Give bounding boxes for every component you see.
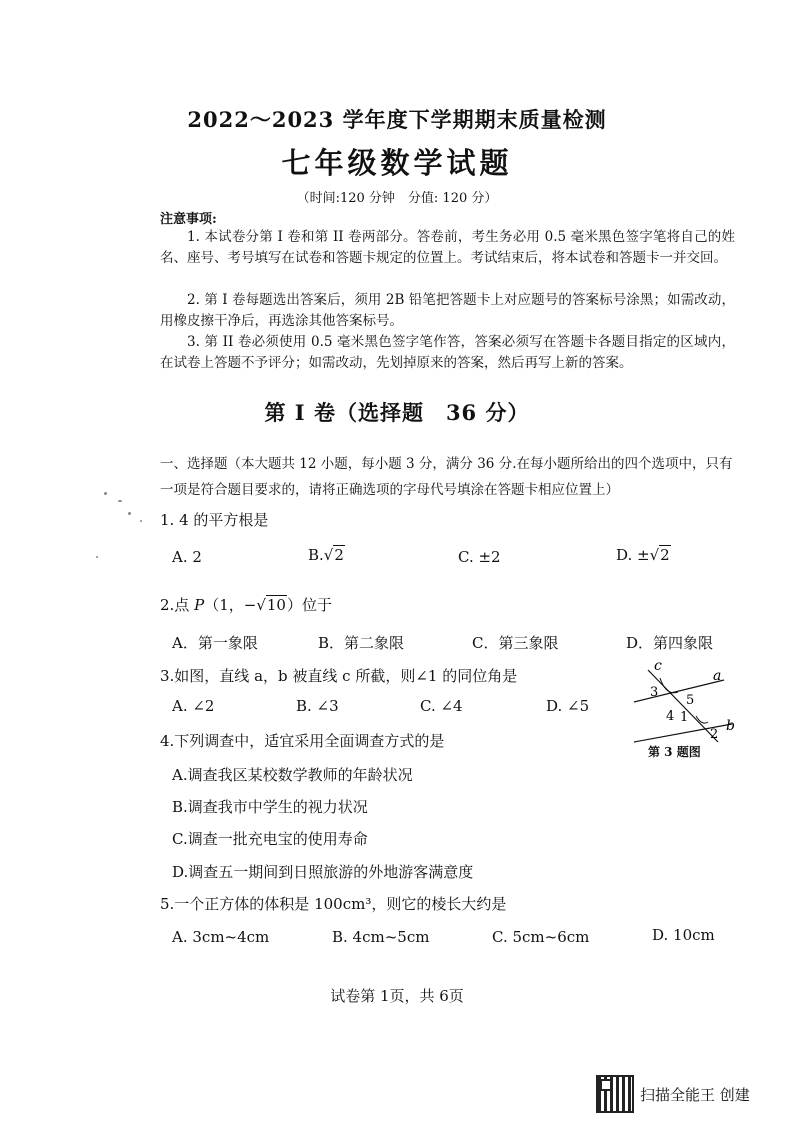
label-a: a: [713, 668, 722, 684]
page-number: 试卷第 1页，共 6页: [330, 987, 464, 1005]
question-1-stem: 1. 4 的平方根是: [160, 511, 269, 529]
q4-option-b: B.调查我市中学生的视力状况: [172, 798, 368, 816]
label-5: 5: [686, 693, 695, 708]
label-c: c: [654, 658, 662, 674]
section-intro: 一、选择题（本大题共 12 小题，每小题 3 分，满分 36 分.在每小题所给出的四个选项中，只有一项是符合题目要求的，请将正确选项的字母代号填涂在答题卡相应位置上）: [160, 456, 733, 498]
qr-code-icon: [596, 1075, 634, 1113]
q5-option-b: B. 4cm~5cm: [332, 928, 430, 946]
q4-option-c: C.调查一批充电宝的使用寿命: [172, 830, 368, 848]
q1-option-a: A. 2: [172, 548, 202, 566]
subject-title: 七年级数学试题: [281, 146, 513, 180]
scan-speck: [104, 492, 107, 495]
question-2-stem: [160, 594, 332, 615]
q2-point-name: P: [194, 596, 205, 614]
section-title: 第 I 卷（选择题 36 分）: [264, 400, 530, 425]
question-3-stem: 3.如图，直线 a，b 被直线 c 所截，则∠1 的同位角是: [160, 667, 518, 685]
sqrt-sign-icon: √: [256, 596, 266, 614]
scanner-watermark: 扫描全能王 创建: [640, 1086, 750, 1104]
notice-item-2: 2. 第 I 卷每题选出答案后，须用 2B 铅笔把答题卡上对应题号的答案标号涂黑；如需改动，用橡皮擦干净后，再选涂其他答案标号。: [160, 292, 735, 329]
label-4: 4: [666, 709, 675, 724]
q1-option-d-label: D. ±: [616, 546, 650, 564]
label-1: 1: [680, 710, 689, 725]
q1-option-d: [616, 546, 671, 564]
line-a: [634, 680, 724, 702]
angle-arc-3: [660, 678, 678, 693]
scan-speck: [96, 556, 98, 558]
q3-option-d: D. ∠5: [546, 697, 590, 715]
label-b: b: [726, 718, 735, 734]
q4-option-a: A.调查我区某校数学教师的年龄状况: [172, 766, 413, 784]
q2-option-d: D．第四象限: [626, 634, 714, 652]
q5-option-c: C. 5cm~6cm: [492, 928, 590, 946]
q3-option-a: A. ∠2: [172, 697, 215, 715]
label-3: 3: [650, 685, 659, 700]
q2-option-a: A．第一象限: [172, 634, 258, 652]
scan-speck: [128, 512, 131, 515]
q3-figure-caption: 第 3 题图: [648, 745, 701, 759]
exam-title: 2022～2023 学年度下学期期末质量检测: [187, 107, 607, 132]
q1-option-d-radicand: 2: [660, 546, 670, 564]
notice-item-3: 3. 第 II 卷必须使用 0.5 毫米黑色签字笔作答，答案必须写在答题卡各题目指定的区域内，在试卷上答题不予评分；如需改动，先划掉原来的答案，然后再写上新的答案。: [160, 334, 735, 371]
sqrt-sign-icon: √: [323, 546, 334, 564]
q2-option-b: B．第二象限: [318, 634, 405, 652]
q3-option-c: C. ∠4: [420, 697, 463, 715]
q1-option-b-label: B.: [308, 546, 324, 564]
q4-option-d: D.调查五一期间到日照旅游的外地游客满意度: [172, 863, 474, 881]
question-4-stem: 4.下列调查中，适宜采用全面调查方式的是: [160, 732, 445, 750]
notice-item-1: 1. 本试卷分第 I 卷和第 II 卷两部分。答卷前，考生务必用 0.5 毫米黑色签字笔将自己的姓名、座号、考号填写在试卷和答题卡规定的位置上。考试结束后，将本试卷和答题卡一并交回。: [160, 229, 735, 266]
q2-stem-prefix: 2.点: [160, 596, 195, 614]
scan-speck: [118, 500, 122, 502]
q5-option-a: A. 3cm~4cm: [172, 928, 270, 946]
sqrt-sign-icon: √: [649, 546, 660, 564]
question-5-stem: 5.一个正方体的体积是 100cm³，则它的棱长大约是: [160, 895, 507, 913]
notice-heading: 注意事项:: [160, 212, 217, 227]
scan-speck: [140, 520, 142, 522]
q2-radicand: 10: [266, 596, 286, 614]
q1-option-c: C. ±2: [458, 548, 501, 566]
line-c: [648, 670, 718, 742]
label-2: 2: [710, 727, 719, 742]
q2-option-c: C．第三象限: [472, 634, 559, 652]
exam-meta: （时间:120 分钟 分值: 120 分）: [296, 191, 498, 206]
q1-option-b-radicand: 2: [334, 546, 344, 564]
q2-stem-mid: （1，−: [204, 596, 257, 614]
q5-option-d: D. 10cm: [652, 926, 715, 944]
q3-option-b: B. ∠3: [296, 697, 339, 715]
q2-stem-suffix: ）位于: [286, 596, 332, 614]
q1-option-b: [308, 546, 345, 564]
